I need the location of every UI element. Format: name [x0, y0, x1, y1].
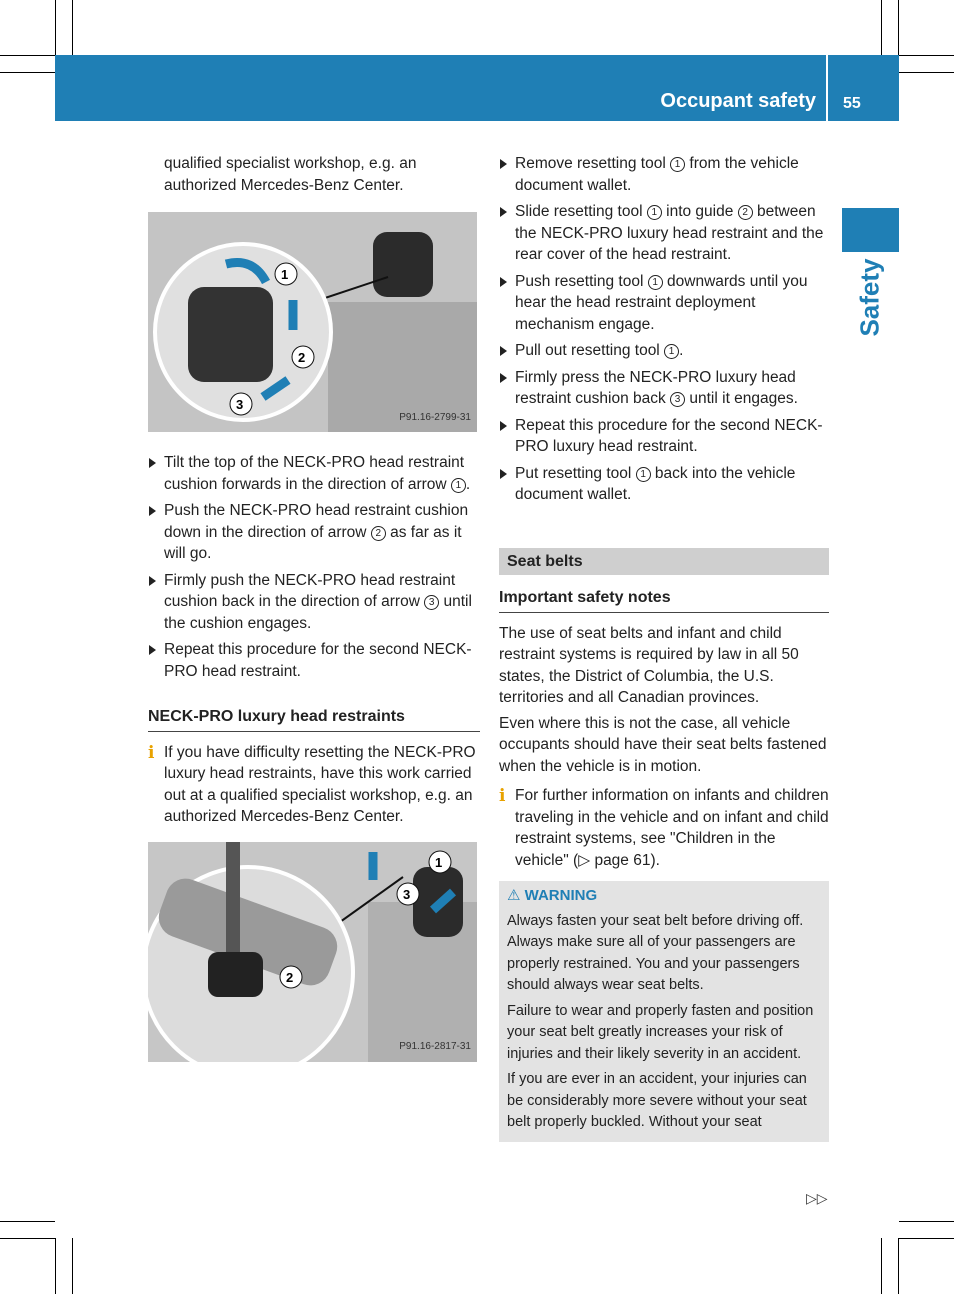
continued-marker: ▷▷ [806, 1190, 828, 1206]
page-number: 55 [843, 95, 861, 112]
svg-text:1: 1 [435, 854, 443, 870]
info-note [148, 742, 480, 828]
instruction-step [148, 570, 480, 635]
crop-mark [898, 1238, 899, 1294]
svg-text:3: 3 [236, 397, 244, 412]
left-column [148, 153, 480, 1082]
instruction-step [148, 452, 480, 495]
subheading: Important safety notes [499, 587, 829, 613]
step-text: Pull out resetting tool [515, 342, 665, 359]
step-ref-number: 1 [636, 467, 651, 482]
crop-mark [0, 72, 55, 73]
info-icon: i [499, 786, 506, 806]
step-text: Push the NECK-PRO head restraint cushion down in the direction of arrow [164, 502, 469, 541]
instruction-step [499, 415, 829, 458]
warning-paragraph: Failure to wear and properly fasten and position your seat belt greatly increases your risk of injuries and their likely severity in an accident. [507, 1002, 814, 1062]
svg-text:1: 1 [281, 267, 289, 282]
step-ref-number: 3 [670, 392, 685, 407]
instruction-step [499, 201, 829, 266]
side-tab-label: Safety [854, 258, 885, 337]
crop-mark [0, 1221, 55, 1222]
head-restraint-figure [148, 212, 477, 432]
step-text: . [465, 475, 471, 493]
instruction-step [499, 153, 829, 196]
info-note [499, 785, 829, 871]
step-text: back into the vehicle document wallet. [515, 464, 796, 503]
section-heading: Seat belts [499, 548, 829, 576]
figure-code: P91.16-2817-31 [399, 1041, 471, 1052]
step-text: downwards until you hear the head restraint deployment mechanism engage. [515, 272, 808, 333]
crop-mark [55, 1238, 56, 1294]
crop-mark [55, 0, 56, 55]
step-ref-number: 1 [647, 205, 662, 220]
info-text: If you have difficulty resetting the NECK-PRO luxury head restraints, have this work carried out at a qualified specialist workshop, e.g. an authorized Mercedes-Benz Center. [164, 743, 476, 825]
instruction-step [499, 463, 829, 506]
warning-box [499, 881, 829, 1142]
instruction-step [499, 340, 829, 362]
step-text: until the cushion engages. [164, 593, 472, 632]
crop-mark [899, 55, 954, 56]
crop-mark [898, 0, 899, 55]
crop-mark [881, 1238, 882, 1294]
right-column [499, 153, 829, 1142]
warning-triangle-icon: ⚠ [507, 887, 521, 904]
step-text: until it engages. [685, 390, 798, 407]
step-text: Repeat this procedure for the second NECK-PRO head restraint. [164, 641, 472, 680]
instruction-step [148, 639, 480, 682]
step-ref-number: 2 [738, 205, 753, 220]
info-text: For further information on infants and children traveling in the vehicle and on infant and child restraint systems, see "Children in the vehicle" (▷ page 61). [515, 787, 829, 869]
body-paragraph: Even where this is not the case, all vehicle occupants should have their seat belts fastened when the vehicle is in motion. [499, 714, 827, 775]
warning-paragraph: If you are ever in an accident, your injuries can be considerably more severe without your seat belt properly buckled. Without your seat [507, 1071, 807, 1130]
step-text: Firmly push the NECK-PRO head restraint cushion back in the direction of arrow [164, 571, 456, 610]
figure-code: P91.16-2799-31 [399, 411, 471, 423]
instruction-step [148, 500, 480, 565]
crop-mark [899, 72, 954, 73]
step-ref-number: 1 [670, 157, 685, 172]
warning-title: WARNING [524, 887, 598, 904]
header-divider [826, 55, 828, 121]
body-paragraph: The use of seat belts and infant and child restraint systems is required by law in all 50 states, the District of Columbia, the U.S. territories and all Canadian provinces. [499, 624, 799, 706]
step-text: from the vehicle document wallet. [515, 155, 799, 194]
info-icon: i [148, 742, 155, 763]
step-text: Firmly press the NECK-PRO luxury head restraint cushion back [515, 368, 796, 407]
svg-text:2: 2 [298, 350, 306, 365]
instruction-step [499, 367, 829, 410]
step-ref-number: 2 [371, 526, 386, 541]
step-ref-number: 3 [424, 595, 439, 610]
luxury-head-restraint-illustration [148, 842, 477, 1062]
step-ref-number: 1 [664, 344, 679, 359]
warning-paragraph: Always fasten your seat belt before driving off. Always make sure all of your passengers are properly restrained. You and your passengers should always wear seat belts. [507, 912, 804, 993]
step-text: Push resetting tool [515, 272, 648, 290]
warning-heading [507, 885, 821, 907]
luxury-head-restraint-figure [148, 842, 477, 1062]
crop-mark [899, 1221, 954, 1222]
step-ref-number: 1 [648, 275, 663, 290]
intro-text: qualified specialist workshop, e.g. an authorized Mercedes-Benz Center. [164, 155, 417, 194]
crop-mark [899, 1238, 954, 1239]
section-title: Occupant safety [660, 90, 816, 112]
crop-mark [0, 1238, 55, 1239]
head-restraint-illustration [148, 212, 477, 432]
svg-text:2: 2 [286, 969, 294, 985]
instruction-step [499, 271, 829, 336]
subheading: NECK-PRO luxury head restraints [148, 706, 480, 732]
svg-text:3: 3 [403, 886, 411, 902]
step-text: Remove resetting tool [515, 155, 671, 172]
side-tab [842, 208, 899, 252]
step-text: into guide [661, 203, 738, 220]
step-ref-number: 1 [451, 478, 466, 493]
step-text: as far as it will go. [164, 523, 462, 562]
step-text: Put resetting tool [515, 464, 636, 482]
crop-mark [881, 0, 882, 55]
crop-mark [72, 0, 73, 55]
crop-mark [0, 55, 55, 56]
step-text: Repeat this procedure for the second NECK-PRO luxury head restraint. [515, 416, 823, 455]
crop-mark [72, 1238, 73, 1294]
step-text: . [679, 342, 684, 359]
step-text: Slide resetting tool [515, 203, 647, 220]
step-text: Tilt the top of the NECK-PRO head restraint cushion forwards in the direction of arrow [164, 454, 465, 493]
step-text: between the NECK-PRO luxury head restraint and the rear cover of the head restraint. [515, 203, 824, 263]
